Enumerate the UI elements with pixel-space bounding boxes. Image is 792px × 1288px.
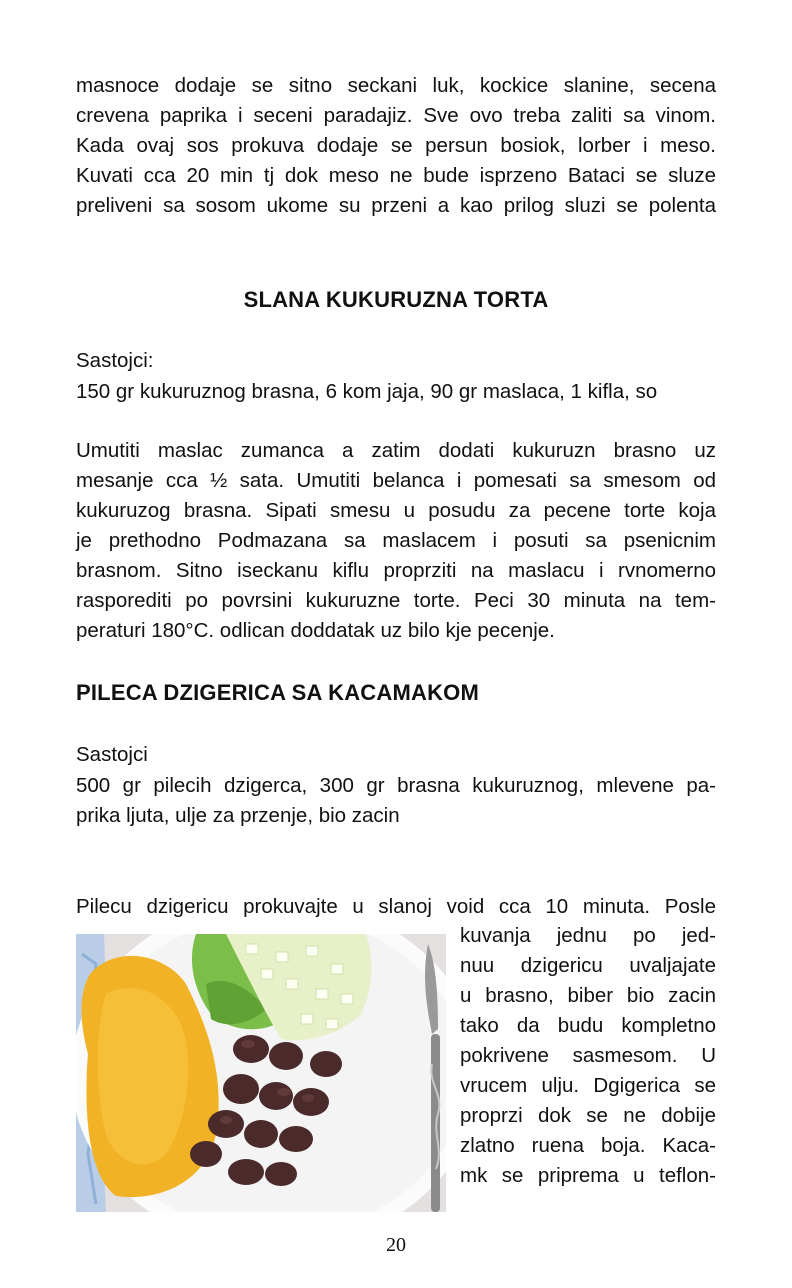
text-line: Umutiti maslac zumanca a zatim dodati kukuruzn brasno uz: [76, 439, 716, 462]
text-line: 500 gr pilecih dzigerca, 300 gr brasna kukuruznog, mlevene pa-: [76, 774, 716, 797]
text-line: Kuvati cca 20 min tj dok meso ne bude isprzeno Bataci se sluze: [76, 164, 716, 187]
text-line: Kada ovaj sos prokuva dodaje se persun bosiok, lorber i meso.: [76, 134, 716, 157]
ingredients-text: 150 gr kukuruznog brasna, 6 kom jaja, 90 gr maslaca, 1 kifla, so: [76, 380, 658, 403]
text-line: vrucem ulju. Dgigerica se: [460, 1074, 716, 1097]
text-line: pokrivene sasmesom. U: [460, 1044, 716, 1067]
text-line: tako da budu kompletno: [460, 1014, 716, 1037]
text-line: kukuruzog brasna. Sipati smesu u posudu za pecene torte koja: [76, 499, 716, 522]
method-paragraph: [76, 892, 716, 922]
ingredients-label: Sastojci: [76, 743, 148, 766]
page-number: 20: [386, 1234, 406, 1256]
text-line: preliveni sa sosom ukome su przeni a kao prilog sluzi se polenta: [76, 194, 716, 217]
text-line: proprzi dok se ne dobije: [460, 1104, 716, 1127]
text-line: rasporediti po povrsini kukuruzne torte. Peci 30 minuta na tem-: [76, 589, 716, 612]
text-line: Pilecu dzigericu prokuvajte u slanoj void cca 10 minuta. Posle: [76, 895, 716, 918]
ingredients-text: [76, 771, 716, 831]
ingredients-label: Sastojci:: [76, 349, 154, 372]
text-line: brasnom. Sitno iseckanu kiflu proprziti na maslacu i rvnomerno: [76, 559, 716, 582]
text-line: masnoce dodaje se sitno seckani luk, kockice slanine, secena: [76, 74, 716, 97]
text-line: mk se priprema u teflon-: [460, 1164, 716, 1187]
method-wrapped-text: [460, 921, 716, 1191]
recipe-title: PILECA DZIGERICA SA KACAMAKOM: [76, 680, 480, 705]
intro-paragraph: [76, 71, 716, 221]
method-paragraph: [76, 436, 716, 646]
recipe-title: SLANA KUKURUZNA TORTA: [243, 287, 549, 312]
text-line: kuvanja jednu po jed-: [460, 924, 716, 947]
text-line: zlatno ruena boja. Kaca-: [460, 1134, 716, 1157]
text-line: prika ljuta, ulje za przenje, bio zacin: [76, 804, 400, 827]
text-line: nuu dzigericu uvaljajate: [460, 954, 716, 977]
text-line: peraturi 180°C. odlican doddatak uz bilo kje pecenje.: [76, 619, 555, 642]
text-line: mesanje cca ½ sata. Umutiti belanca i pomesati sa smesom od: [76, 469, 716, 492]
dish-photo: [76, 934, 446, 1212]
text-line: je prethodno Podmazana sa maslacem i posuti sa psenicnim: [76, 529, 716, 552]
text-line: crevena paprika i seceni paradajiz. Sve ovo treba zaliti sa vinom.: [76, 104, 716, 127]
text-line: u brasno, biber bio zacin: [460, 984, 716, 1007]
